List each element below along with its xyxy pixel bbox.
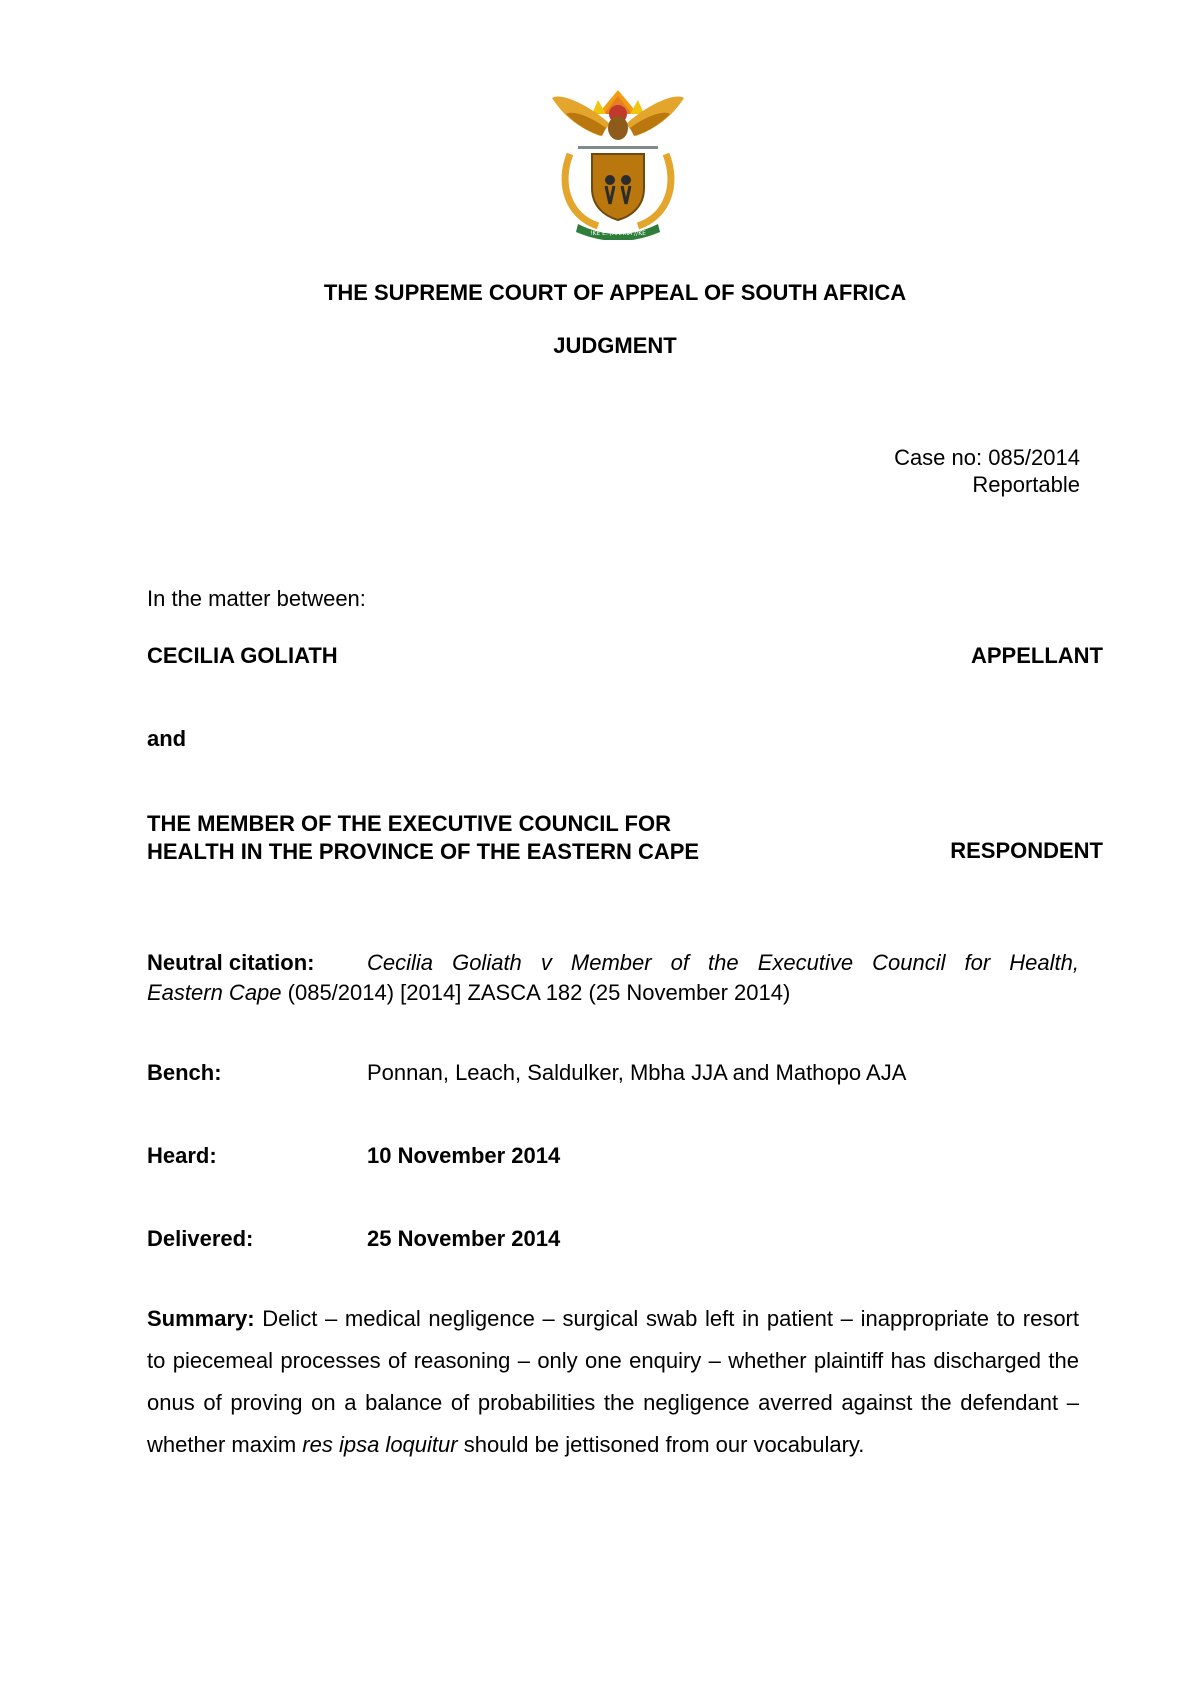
delivered-value: 25 November 2014 [367, 1226, 561, 1251]
summary-label: Summary: [147, 1306, 255, 1331]
heard-label: Heard: [147, 1143, 217, 1168]
summary-paragraph [147, 1298, 1079, 1466]
delivered-label: Delivered: [147, 1226, 254, 1251]
case-title-part-2: Eastern Cape [147, 980, 282, 1005]
case-details [894, 444, 1080, 498]
document-type: JUDGMENT [553, 333, 677, 358]
bench-label: Bench: [147, 1060, 222, 1085]
reportable-label: Reportable [972, 472, 1080, 497]
respondent-name [147, 810, 699, 866]
appellant-name: CECILIA GOLIATH [147, 643, 338, 668]
matter-intro: In the matter between: [147, 586, 366, 611]
respondent-role: RESPONDENT [950, 838, 1103, 863]
case-number: Case no: 085/2014 [894, 445, 1080, 470]
conjunction: and [147, 726, 187, 751]
citation-reference: (085/2014) [2014] ZASCA 182 (25 November 2014) [281, 980, 791, 1005]
summary-text-part-1: Delict – medical negligence – surgical swab left in patient – inappropriate to resort to piecemeal processes of reasoning – only one enquiry – whether plaintiff has discharged the onus of proving on a balance of probabilities the negligence averred against the defendant – whether maxim [147, 1306, 1079, 1457]
case-title-part-1: Cecilia Goliath v Member of the Executive Council for Health, [367, 950, 1079, 975]
neutral-citation-label: Neutral citation: [147, 950, 315, 975]
respondent-line-2: HEALTH IN THE PROVINCE OF THE EASTERN CAPE [147, 839, 700, 864]
shield-icon [592, 154, 644, 220]
coat-of-arms-logo [548, 84, 688, 240]
appellant-role: APPELLANT [971, 643, 1103, 668]
neutral-citation [147, 948, 1079, 1008]
respondent-line-1: THE MEMBER OF THE EXECUTIVE COUNCIL FOR [147, 811, 671, 836]
neutral-citation-line-1 [147, 948, 1079, 978]
summary-text-part-2: should be jettisoned from our vocabulary. [457, 1432, 865, 1457]
neutral-citation-line-2 [147, 978, 1079, 1008]
motto-text: !KE E: /XARRA //KE [590, 230, 646, 237]
bench-value: Ponnan, Leach, Saldulker, Mbha JJA and Mathopo AJA [367, 1060, 907, 1085]
summary-maxim: res ipsa loquitur [302, 1432, 458, 1457]
court-title: THE SUPREME COURT OF APPEAL OF SOUTH AFRICA [323, 280, 907, 305]
heard-value: 10 November 2014 [367, 1143, 561, 1168]
